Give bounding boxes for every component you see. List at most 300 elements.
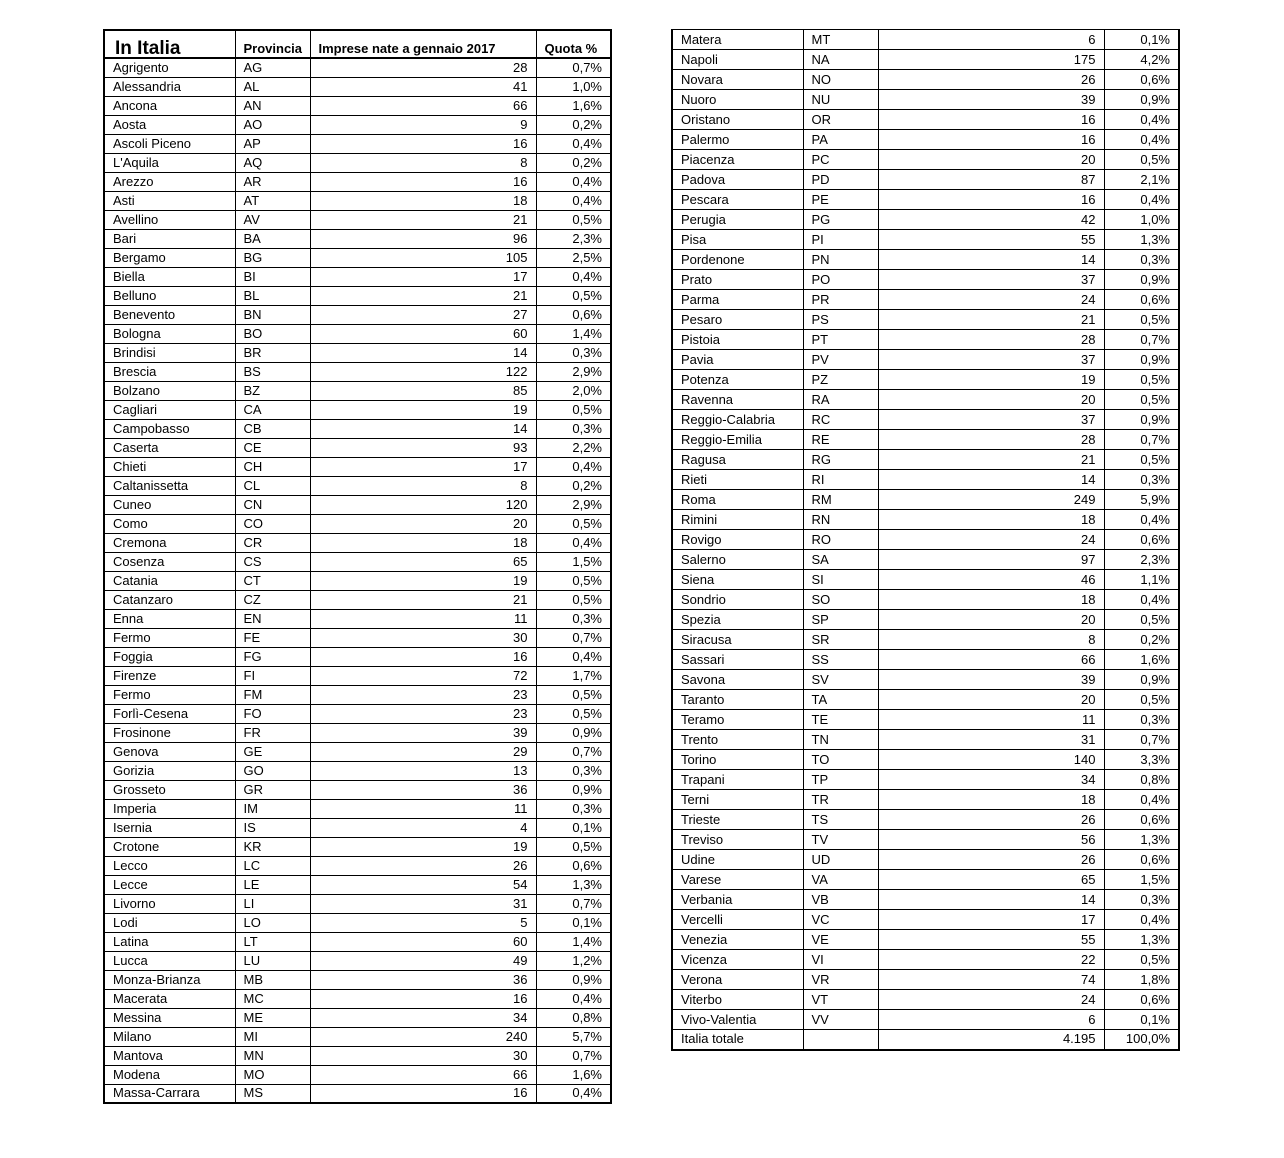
imprese-count: 4 <box>310 818 536 837</box>
table-row <box>104 704 611 723</box>
imprese-count: 240 <box>310 1027 536 1046</box>
provincia-sigla: FG <box>235 647 310 666</box>
imprese-count: 14 <box>878 890 1104 910</box>
provincia-sigla: SA <box>803 550 878 570</box>
imprese-count: 29 <box>310 742 536 761</box>
table-row <box>104 666 611 685</box>
imprese-count: 93 <box>310 438 536 457</box>
imprese-count: 19 <box>310 837 536 856</box>
imprese-count: 5 <box>310 913 536 932</box>
quota-percent: 0,5% <box>1104 390 1179 410</box>
quota-percent: 1,3% <box>536 875 611 894</box>
provincia-sigla: ME <box>235 1008 310 1027</box>
provincia-name: Padova <box>672 170 803 190</box>
imprese-count: 39 <box>878 670 1104 690</box>
provincia-name: Ragusa <box>672 450 803 470</box>
provincia-sigla: VE <box>803 930 878 950</box>
quota-percent: 0,3% <box>1104 470 1179 490</box>
provincia-sigla: FR <box>235 723 310 742</box>
table-row <box>104 1008 611 1027</box>
quota-percent: 1,5% <box>1104 870 1179 890</box>
imprese-count: 41 <box>310 77 536 96</box>
table-row <box>104 476 611 495</box>
provincia-sigla: RM <box>803 490 878 510</box>
provincia-name: Bari <box>104 229 235 248</box>
provincia-sigla: PI <box>803 230 878 250</box>
provincia-sigla: AR <box>235 172 310 191</box>
quota-percent: 0,3% <box>536 419 611 438</box>
provincia-sigla: PZ <box>803 370 878 390</box>
provincia-name: Savona <box>672 670 803 690</box>
table-row <box>672 930 1179 950</box>
provincia-sigla: BO <box>235 324 310 343</box>
quota-percent: 0,2% <box>536 476 611 495</box>
provincia-name: Lecco <box>104 856 235 875</box>
table-row <box>672 170 1179 190</box>
quota-percent: 0,4% <box>1104 510 1179 530</box>
provincia-sigla: CR <box>235 533 310 552</box>
table-title: In Italia <box>104 30 235 58</box>
provincia-name: Viterbo <box>672 990 803 1010</box>
table-row <box>104 210 611 229</box>
imprese-count: 28 <box>878 330 1104 350</box>
table-row <box>104 267 611 286</box>
provincia-name: Palermo <box>672 130 803 150</box>
table-row <box>672 670 1179 690</box>
quota-percent: 2,1% <box>1104 170 1179 190</box>
provincia-name: Oristano <box>672 110 803 130</box>
imprese-count: 21 <box>878 310 1104 330</box>
quota-percent: 0,6% <box>1104 530 1179 550</box>
provincia-sigla: RI <box>803 470 878 490</box>
table-row <box>672 790 1179 810</box>
quota-percent: 0,3% <box>1104 710 1179 730</box>
quota-percent: 0,4% <box>1104 110 1179 130</box>
provincia-name: Treviso <box>672 830 803 850</box>
quota-percent: 0,5% <box>536 571 611 590</box>
provincia-name: Campobasso <box>104 419 235 438</box>
imprese-count: 6 <box>878 30 1104 50</box>
provincia-sigla: SP <box>803 610 878 630</box>
table-row <box>104 590 611 609</box>
quota-percent: 1,3% <box>1104 830 1179 850</box>
provincia-sigla: IM <box>235 799 310 818</box>
provincia-sigla: LE <box>235 875 310 894</box>
column-header-provincia: Provincia <box>235 30 310 58</box>
imprese-count: 27 <box>310 305 536 324</box>
provincia-name: Reggio-Emilia <box>672 430 803 450</box>
imprese-count: 46 <box>878 570 1104 590</box>
provincia-name: Sondrio <box>672 590 803 610</box>
imprese-count: 21 <box>310 210 536 229</box>
quota-percent: 0,6% <box>536 856 611 875</box>
table-row <box>104 153 611 172</box>
imprese-count: 26 <box>310 856 536 875</box>
provincia-sigla: FM <box>235 685 310 704</box>
table-row <box>672 710 1179 730</box>
provincia-name: Biella <box>104 267 235 286</box>
table-row <box>104 305 611 324</box>
quota-percent: 0,4% <box>1104 590 1179 610</box>
imprese-count: 24 <box>878 990 1104 1010</box>
imprese-count: 23 <box>310 685 536 704</box>
table-row <box>104 58 611 77</box>
provincia-sigla: MS <box>235 1084 310 1103</box>
provincia-name: Latina <box>104 932 235 951</box>
provincia-sigla: PO <box>803 270 878 290</box>
table-row <box>104 1046 611 1065</box>
imprese-count: 30 <box>310 1046 536 1065</box>
quota-percent: 0,5% <box>1104 610 1179 630</box>
imprese-count: 36 <box>310 780 536 799</box>
table-row <box>104 647 611 666</box>
provincia-name: Crotone <box>104 837 235 856</box>
provincia-sigla: BL <box>235 286 310 305</box>
quota-percent: 0,5% <box>536 286 611 305</box>
table-row <box>104 875 611 894</box>
table-row <box>672 150 1179 170</box>
table-row <box>104 96 611 115</box>
provincia-name: Siena <box>672 570 803 590</box>
table-row <box>104 286 611 305</box>
provincia-sigla: BR <box>235 343 310 362</box>
table-row <box>672 610 1179 630</box>
provincia-sigla: CL <box>235 476 310 495</box>
provincia-name: Macerata <box>104 989 235 1008</box>
provincia-sigla: CZ <box>235 590 310 609</box>
quota-percent: 1,7% <box>536 666 611 685</box>
provincia-sigla: AT <box>235 191 310 210</box>
imprese-count: 54 <box>310 875 536 894</box>
provincia-sigla: TR <box>803 790 878 810</box>
provincia-name: Pordenone <box>672 250 803 270</box>
quota-percent: 0,7% <box>1104 430 1179 450</box>
provincia-sigla: AV <box>235 210 310 229</box>
table-row <box>672 430 1179 450</box>
imprese-count: 14 <box>310 343 536 362</box>
provincia-name: Forlì-Cesena <box>104 704 235 723</box>
quota-percent: 0,5% <box>536 685 611 704</box>
table-row <box>672 210 1179 230</box>
table-row <box>104 571 611 590</box>
provincia-sigla: RE <box>803 430 878 450</box>
imprese-count: 55 <box>878 930 1104 950</box>
table-row <box>672 550 1179 570</box>
provincia-name: Cuneo <box>104 495 235 514</box>
provincia-sigla: LI <box>235 894 310 913</box>
provincia-sigla: KR <box>235 837 310 856</box>
provincia-name: Fermo <box>104 685 235 704</box>
imprese-count: 28 <box>878 430 1104 450</box>
table-row <box>672 70 1179 90</box>
imprese-count: 19 <box>310 571 536 590</box>
total-row <box>672 1030 1179 1050</box>
quota-percent: 0,5% <box>1104 950 1179 970</box>
quota-percent: 0,3% <box>536 761 611 780</box>
quota-percent: 0,5% <box>536 837 611 856</box>
imprese-count: 18 <box>310 191 536 210</box>
quota-percent: 0,2% <box>536 115 611 134</box>
quota-percent: 0,4% <box>1104 130 1179 150</box>
imprese-count: 21 <box>310 286 536 305</box>
table-row <box>672 50 1179 70</box>
quota-percent: 1,6% <box>536 1065 611 1084</box>
quota-percent: 1,3% <box>1104 230 1179 250</box>
provincia-sigla: VR <box>803 970 878 990</box>
provincia-name: Vercelli <box>672 910 803 930</box>
provincia-sigla: SI <box>803 570 878 590</box>
quota-percent: 0,6% <box>536 305 611 324</box>
quota-percent: 0,5% <box>536 590 611 609</box>
provincia-sigla: RG <box>803 450 878 470</box>
provincia-sigla: FO <box>235 704 310 723</box>
imprese-count: 14 <box>310 419 536 438</box>
quota-percent: 0,9% <box>1104 670 1179 690</box>
imprese-count: 17 <box>310 267 536 286</box>
provincia-name: Potenza <box>672 370 803 390</box>
provincia-name: Bergamo <box>104 248 235 267</box>
quota-percent: 0,4% <box>536 172 611 191</box>
provincia-name: Imperia <box>104 799 235 818</box>
provincia-sigla: SV <box>803 670 878 690</box>
imprese-count: 14 <box>878 470 1104 490</box>
provincia-name: Agrigento <box>104 58 235 77</box>
table-row <box>672 970 1179 990</box>
imprese-count: 20 <box>878 390 1104 410</box>
quota-percent: 0,2% <box>536 153 611 172</box>
provincia-name: Livorno <box>104 894 235 913</box>
imprese-count: 16 <box>310 134 536 153</box>
table-row <box>104 343 611 362</box>
provincia-name: Perugia <box>672 210 803 230</box>
quota-percent: 0,6% <box>1104 290 1179 310</box>
table-row <box>672 190 1179 210</box>
quota-percent: 0,5% <box>536 210 611 229</box>
provincia-name: Nuoro <box>672 90 803 110</box>
provincia-sigla: BI <box>235 267 310 286</box>
provincia-name: Pisa <box>672 230 803 250</box>
quota-percent: 3,3% <box>1104 750 1179 770</box>
provincia-name: Taranto <box>672 690 803 710</box>
quota-percent: 0,6% <box>1104 70 1179 90</box>
table-row <box>104 381 611 400</box>
provincia-name: Arezzo <box>104 172 235 191</box>
quota-percent: 0,5% <box>536 704 611 723</box>
quota-percent: 0,3% <box>1104 250 1179 270</box>
quota-percent: 1,4% <box>536 324 611 343</box>
imprese-count: 21 <box>878 450 1104 470</box>
quota-percent: 0,7% <box>536 628 611 647</box>
quota-percent: 0,4% <box>536 989 611 1008</box>
provincia-name: Mantova <box>104 1046 235 1065</box>
table-row <box>104 419 611 438</box>
quota-percent: 0,4% <box>536 533 611 552</box>
provincia-sigla: TP <box>803 770 878 790</box>
provincia-name: Enna <box>104 609 235 628</box>
table-row <box>672 250 1179 270</box>
provincia-name: Venezia <box>672 930 803 950</box>
imprese-count: 17 <box>310 457 536 476</box>
imprese-count: 26 <box>878 70 1104 90</box>
quota-percent: 1,0% <box>536 77 611 96</box>
provincia-sigla: TO <box>803 750 878 770</box>
table-row <box>672 730 1179 750</box>
table-row <box>104 324 611 343</box>
provincia-name: Novara <box>672 70 803 90</box>
imprese-count: 34 <box>878 770 1104 790</box>
provincia-name: Ascoli Piceno <box>104 134 235 153</box>
table-row <box>672 690 1179 710</box>
provincia-sigla: MO <box>235 1065 310 1084</box>
provincia-sigla: VC <box>803 910 878 930</box>
provincia-name: Lodi <box>104 913 235 932</box>
table-row <box>104 913 611 932</box>
provincia-name: Rimini <box>672 510 803 530</box>
imprese-count: 42 <box>878 210 1104 230</box>
provincia-sigla: FE <box>235 628 310 647</box>
provincia-name: Modena <box>104 1065 235 1084</box>
imprese-count: 8 <box>310 153 536 172</box>
provincia-name: Bologna <box>104 324 235 343</box>
provincia-name: Catanzaro <box>104 590 235 609</box>
provincia-sigla: IS <box>235 818 310 837</box>
table-row <box>104 970 611 989</box>
quota-percent: 0,7% <box>536 742 611 761</box>
table-row <box>672 630 1179 650</box>
table-row <box>104 799 611 818</box>
quota-percent: 1,1% <box>1104 570 1179 590</box>
imprese-count: 37 <box>878 350 1104 370</box>
imprese-count: 34 <box>310 1008 536 1027</box>
imprese-count: 39 <box>878 90 1104 110</box>
imprese-count: 249 <box>878 490 1104 510</box>
quota-percent: 4,2% <box>1104 50 1179 70</box>
quota-percent: 0,1% <box>1104 1010 1179 1030</box>
provincia-name: Trento <box>672 730 803 750</box>
table-row <box>104 628 611 647</box>
provincia-sigla: PG <box>803 210 878 230</box>
quota-percent: 0,7% <box>536 894 611 913</box>
provincia-sigla: NA <box>803 50 878 70</box>
column-header-imprese: Imprese nate a gennaio 2017 <box>310 30 536 58</box>
provincia-name: Fermo <box>104 628 235 647</box>
imprese-count: 26 <box>878 850 1104 870</box>
table-row <box>672 390 1179 410</box>
quota-percent: 0,9% <box>536 780 611 799</box>
quota-percent: 0,4% <box>536 647 611 666</box>
provincia-sigla: MB <box>235 970 310 989</box>
quota-percent: 0,9% <box>1104 270 1179 290</box>
table-row <box>672 950 1179 970</box>
quota-percent: 0,7% <box>536 58 611 77</box>
provincia-name: Alessandria <box>104 77 235 96</box>
table-row <box>672 530 1179 550</box>
provincia-name: Monza-Brianza <box>104 970 235 989</box>
imprese-count: 49 <box>310 951 536 970</box>
provincia-name: Pescara <box>672 190 803 210</box>
imprese-count: 17 <box>878 910 1104 930</box>
table-row <box>672 770 1179 790</box>
quota-percent: 0,4% <box>1104 910 1179 930</box>
provincia-sigla: LC <box>235 856 310 875</box>
imprese-count: 9 <box>310 115 536 134</box>
table-row <box>672 570 1179 590</box>
table-row <box>104 989 611 1008</box>
provincia-sigla: SR <box>803 630 878 650</box>
provincia-name: L'Aquila <box>104 153 235 172</box>
table-row <box>104 248 611 267</box>
provincia-name: Rieti <box>672 470 803 490</box>
imprese-count: 19 <box>310 400 536 419</box>
table-row <box>104 818 611 837</box>
quota-percent: 0,6% <box>1104 850 1179 870</box>
provincia-name: Vicenza <box>672 950 803 970</box>
quota-percent: 0,3% <box>536 609 611 628</box>
provincia-name: Torino <box>672 750 803 770</box>
provincia-name: Genova <box>104 742 235 761</box>
provincia-name: Roma <box>672 490 803 510</box>
provincia-name: Caserta <box>104 438 235 457</box>
provincia-sigla: EN <box>235 609 310 628</box>
total-quota: 100,0% <box>1104 1030 1179 1050</box>
provincia-sigla: OR <box>803 110 878 130</box>
total-label: Italia totale <box>672 1030 803 1050</box>
table-row <box>672 890 1179 910</box>
imprese-count: 16 <box>878 110 1104 130</box>
table-row <box>672 830 1179 850</box>
imprese-count: 72 <box>310 666 536 685</box>
table-row <box>672 270 1179 290</box>
provincia-sigla: SS <box>803 650 878 670</box>
imprese-count: 175 <box>878 50 1104 70</box>
imprese-count: 16 <box>878 130 1104 150</box>
imprese-count: 21 <box>310 590 536 609</box>
provincia-name: Pesaro <box>672 310 803 330</box>
quota-percent: 2,9% <box>536 362 611 381</box>
quota-percent: 2,3% <box>536 229 611 248</box>
imprese-count: 18 <box>310 533 536 552</box>
provincia-sigla: AL <box>235 77 310 96</box>
quota-percent: 0,4% <box>536 457 611 476</box>
provincia-sigla: BS <box>235 362 310 381</box>
quota-percent: 0,8% <box>1104 770 1179 790</box>
provincia-name: Caltanissetta <box>104 476 235 495</box>
column-header-quota: Quota % <box>536 30 611 58</box>
table-row <box>672 310 1179 330</box>
table-row <box>672 1010 1179 1030</box>
provincia-name: Grosseto <box>104 780 235 799</box>
imprese-count: 31 <box>310 894 536 913</box>
imprese-count: 11 <box>878 710 1104 730</box>
table-row <box>104 856 611 875</box>
provincia-name: Terni <box>672 790 803 810</box>
quota-percent: 0,9% <box>536 970 611 989</box>
provincia-sigla: CT <box>235 571 310 590</box>
table-row <box>104 533 611 552</box>
provincia-sigla: AO <box>235 115 310 134</box>
imprese-count: 8 <box>878 630 1104 650</box>
provincia-sigla: CE <box>235 438 310 457</box>
imprese-count: 66 <box>310 1065 536 1084</box>
provincia-name: Piacenza <box>672 150 803 170</box>
provincia-sigla: GO <box>235 761 310 780</box>
provincia-name: Trieste <box>672 810 803 830</box>
left-table-body <box>104 58 611 1103</box>
provincia-name: Prato <box>672 270 803 290</box>
quota-percent: 0,8% <box>536 1008 611 1027</box>
table-row <box>672 750 1179 770</box>
table-row <box>104 685 611 704</box>
